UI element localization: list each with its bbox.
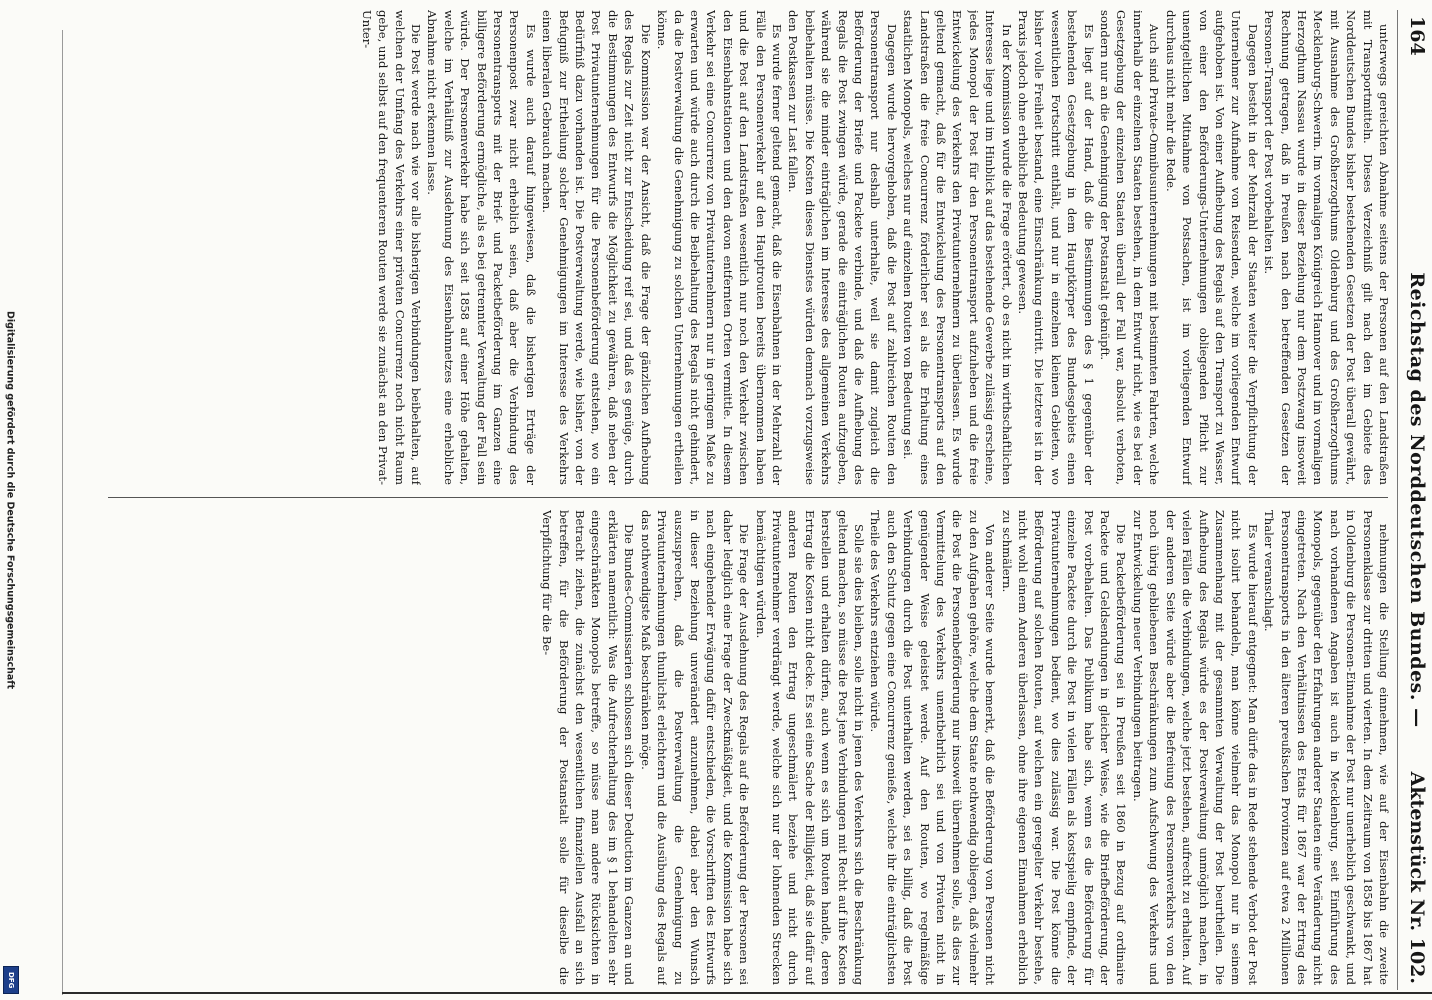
- page-header: [1397, 10, 1432, 990]
- text-column-left: [102, 10, 1392, 485]
- paragraph: Dagegen wurde hervorgehoben, daß die Post auf zahlreichen Routen den Personentransport nur deshalb unterhalte, weil sie damit zugleich die Beförderung der Briefe und Packete verbinde, und daß die Aufhebung des Regals die Post zwingen würde, gerade die einträglichen Routen aufzugeben, während sie die minder einträglichen im Interesse des allgemeinen Verkehrs beibehalten müsse. Die Kosten dieses Dienstes würden demnach vorzugsweise den Postkassen zur Last fallen.: [786, 10, 899, 485]
- paragraph: Es wurde auch darauf hingewiesen, daß die bisherigen Erträge der Personenpost zwar nicht erheblich seien, daß aber die Verbindung des Personentransports mit der Brief- und Packetbeförderung im Ganzen eine billigere Beförderung ermögliche, als es bei getrennter Verwaltung der Fall sein würde. Der Personenverkehr habe sich seit 1858 auf einer Höhe gehalten, welche im Verhältniß zur Ausdehnung des Eisenbahnnetzes eine erhebliche Abnahme nicht erkennen lasse.: [425, 10, 538, 485]
- paragraph: Es wurde hierauf entgegnet: Man dürfe das in Rede stehende Verbot der Post nicht isolirt behandeln, man könne vielmehr das Monopol nur in seinem Zusammenhang mit der gesammten Verwaltung der Post beurtheilen. Die Aufhebung des Regals würde es der Postverwaltung unmöglich machen, in vielen Fällen die Verbindungen, welche jetzt bestehen, aufrecht zu erhalten. Auf der anderen Seite würde aber die Befreiung des Personenverkehrs von den noch übrig gebliebenen Beschränkungen zum Aufschwung des Verkehrs und zur Entwickelung neuer Verbindungen beitragen.: [1130, 510, 1260, 985]
- document-label: Aktenstück Nr. 102.: [1406, 771, 1428, 984]
- paragraph: unterwegs gereichten Abnahme seitens der Personen auf den Landstraßen mit Transportmitteln. Dieses Verzeichniß gilt nach den im Gebiete des Norddeutschen Bundes bisher bestehenden Gesetzen der Post überall gewährt, mit Ausnahme des Großherzogthums Oldenburg und des Großherzogthums Mecklenburg-Schwerin. Im vormaligen Königreich Hannover und im vormaligen Herzogthum Nassau wurde in dieser Beziehung nur dem Postzwang insoweit Rechnung getragen, daß in Preußen nach den betreffenden Gesetzen der Personen-Transport der Post vorbehalten ist.: [1262, 10, 1391, 485]
- paragraph: Die Kommission war der Ansicht, daß die Frage der gänzlichen Aufhebung des Regals zur Zeit nicht zur Entscheidung reif sei, und daß es genüge, durch die Bestimmungen des Entwurfs die Möglichkeit zu gewähren, daß neben der Post Privatunternehmungen für die Personenbeförderung entstehen, wo ein Bedürfniß dazu vorhanden ist. Die Postverwaltung werde, wie bisher, von der Befugniß zur Ertheilung solcher Genehmigungen im Interesse des Verkehrs einen liberalen Gebrauch machen.: [540, 10, 653, 485]
- paragraph: Die Post werde nach wie vor alle bisherigen Verbindungen beibehalten, auf welchen der Umfang des Verkehrs einer privaten Concurrenz noch nicht Raum gebe, und selbst auf den frequenteren Routen werde sie zunächst an den Privat-Unter-: [359, 10, 424, 485]
- dfg-logo-icon: DFG: [3, 966, 19, 994]
- paragraph: In der Kommission wurde die Frage erörtert, ob es nicht im wirthschaftlichen Interesse liege und im Hinblick auf das bestehende Gewerbe zulässig erscheine, jedes Monopol der Post für den Personentransport aufzuheben und die freie Entwickelung des Verkehrs den Privatunternehmern zu überlassen. Es wurde geltend gemacht, daß für die Entwickelung des Personentransports auf den Landstraßen die freie Concurrenz förderlicher sei als die Erhaltung eines staatlichen Monopols, welches nur auf einzelnen Routen von Bedeutung sei.: [901, 10, 1014, 485]
- paragraph: Die Packetbeförderung sei in Preußen seit 1860 in Bezug auf ordinaire Packete und Geldsendungen in gleicher Weise, wie die Briefbeförderung, der Post vorbehalten. Das Publikum habe sich, wenn es die Beförderung für einzelne Packete durch die Post in vielen Fällen als kostspielig empfinde, der Privatunternehmungen bedient, wo dies zulässig war. Die Post könne die Beförderung auf solchen Routen, auf welchen ein geregelter Verkehr bestehe, nicht wohl einem Anderen überlassen, ohne ihre eigenen Einnahmen erheblich zu schmälern.: [999, 510, 1129, 985]
- text-column-right: [102, 510, 1392, 985]
- title-text: Reichstag des Norddeutschen Bundes.: [1406, 272, 1428, 701]
- digitization-credit: Digitalisierung gefördert durch die Deutsche Forschungsgemeinschaft: [4, 311, 16, 689]
- scan-bottom-rule: [62, 992, 1432, 994]
- paragraph: nehmungen die Stellung einnehmen, wie auf der Eisenbahn die zweite Personenklasse zur dritten und vierten. In dem Zeitraum von 1858 bis 1867 hat in Oldenburg die Personen-Einnahme der Post nur unerheblich geschwankt, und nach vorhandenen Angaben ist auch in Mecklenburg, seit Einführung des Monopols, gegenüber den Erfahrungen anderer Staaten eine Veränderung nicht eingetreten. Nach den Verhältnissen des Etats für 1867 war der Ertrag des Personentransports in den älteren preußischen Provinzen auf etwa 2 Millionen Thaler veranschlagt.: [1262, 510, 1391, 985]
- page-number: 164: [1406, 16, 1428, 56]
- column-divider: [108, 497, 1388, 498]
- scan-margin-line: [62, 30, 63, 995]
- paragraph: Dagegen besteht in der Mehrzahl der Staaten weiter die Verpflichtung der Unternehmer zur Aufnahme von Reisenden, welche im vorliegenden Entwurf aufgehoben ist. Von einer Aufhebung des Regals auf den Transport zu Wasser, von einer den Beförderungs-Unternehmungen obliegenden Pflicht zur unentgeltlichen Mitnahme von Postsachen, ist im vorliegenden Entwurf durchaus nicht mehr die Rede.: [1163, 10, 1260, 485]
- paragraph: Es liegt auf der Hand, daß die Bestimmungen des § 1 gegenüber der bestehenden Gesetzgebung in dem Hauptkörper des Bundesgebiets einen wesentlichen Fortschritt enthält, und nur in einzelnen kleinen Gebieten, wo bisher volle Freiheit bestand, eine Einschränkung eintritt. Die letztere ist in der Praxis jedoch ohne erhebliche Bedeutung gewesen.: [1016, 10, 1096, 485]
- paragraph: Die Frage der Ausdehnung des Regals auf die Beförderung der Personen sei daher lediglich eine Frage der Zweckmäßigkeit, und die Kommission habe sich nach eingehender Erwägung dafür entschieden, die Vorschriften des Entwurfs in dieser Beziehung unverändert anzunehmen, dabei aber den Wunsch auszusprechen, daß die Postverwaltung die Genehmigung zu Privatunternehmungen thunlichst erleichtern und die Ausübung des Regals auf das nothwendigste Maß beschränken möge.: [638, 510, 752, 985]
- paragraph: Die Bundes-Commissarien schlossen sich dieser Deduction im Ganzen an und erklärten namentlich: Was die Aufrechterhaltung des im § 1 behandelten sehr eingeschränkten Monopols betreffe, so müsse man andere Rücksichten in Betracht ziehen, die zunächst den wesentlichen finanziellen Ausfall an sich betreffen, für die Beförderung der Postanstalt solle für dieselbe die Verpflichtung für die Be-: [540, 510, 637, 985]
- rotated-page-content: [72, 10, 1432, 990]
- paragraph: Auch sind Private-Omnibusunternehmungen mit bestimmten Fahrten, welche innerhalb der einzelnen Staaten bestehen, in dem Entwurf nicht, wie es bei der Gesetzgebung der einzelnen Staaten überall der Fall war, absolut verboten, sondern nur an die Genehmigung der Postanstalt geknüpft.: [1098, 10, 1162, 485]
- paragraph: Von anderer Seite wurde bemerkt, daß die Beförderung von Personen nicht zu den Aufgaben gehöre, welche dem Staate nothwendig obliegen, daß vielmehr die Post die Personenbeförderung nur insoweit übernehmen solle, als dies zur Vermittelung des Verkehrs unentbehrlich sei und von Privaten nicht in genügender Weise geleistet werde. Auf den Routen, wo regelmäßige Verbindungen durch die Post unterhalten werden, sei es billig, daß die Post auch den Schutz gegen eine Concurrenz genieße, welche ihr die einträglichsten Theile des Verkehrs entziehen würde.: [868, 510, 998, 985]
- paragraph: Solle sie dies bleiben, solle nicht in jenen des Verkehrs sich die Beschränkung geltend machen, so müsse die Post jene Verbindungen mit Recht auf ihre Kosten herstellen und erhalten dürfen, auch wenn es sich um Routen handle, deren Ertrag die Kosten nicht decke. Es sei eine Sache der Billigkeit, daß sie dafür auf anderen Routen den Ertrag ungeschmälert beziehe und nicht durch Privatunternehmer verdrängt werde, welche sich nur der lohnenden Strecken bemächtigen würden.: [753, 510, 866, 985]
- title-separator: —: [1406, 708, 1428, 728]
- paragraph: Es wurde ferner geltend gemacht, daß die Eisenbahnen in der Mehrzahl der Fälle den Personenverkehr auf den Hauptrouten bereits übernommen haben und die Post auf den Landstraßen wesentlich nur noch den Verkehr zwischen den Eisenbahnstationen und den davon entfernten Orten vermittle. In diesem Verkehr sei eine Concurrenz von Privatunternehmern nur in geringem Maße zu erwarten und würde auch durch die Beibehaltung des Regals nicht gehindert, da die Postverwaltung die Genehmigung zu solchen Unternehmungen ertheilen könne.: [655, 10, 784, 485]
- credit-strip: [2, 0, 18, 1000]
